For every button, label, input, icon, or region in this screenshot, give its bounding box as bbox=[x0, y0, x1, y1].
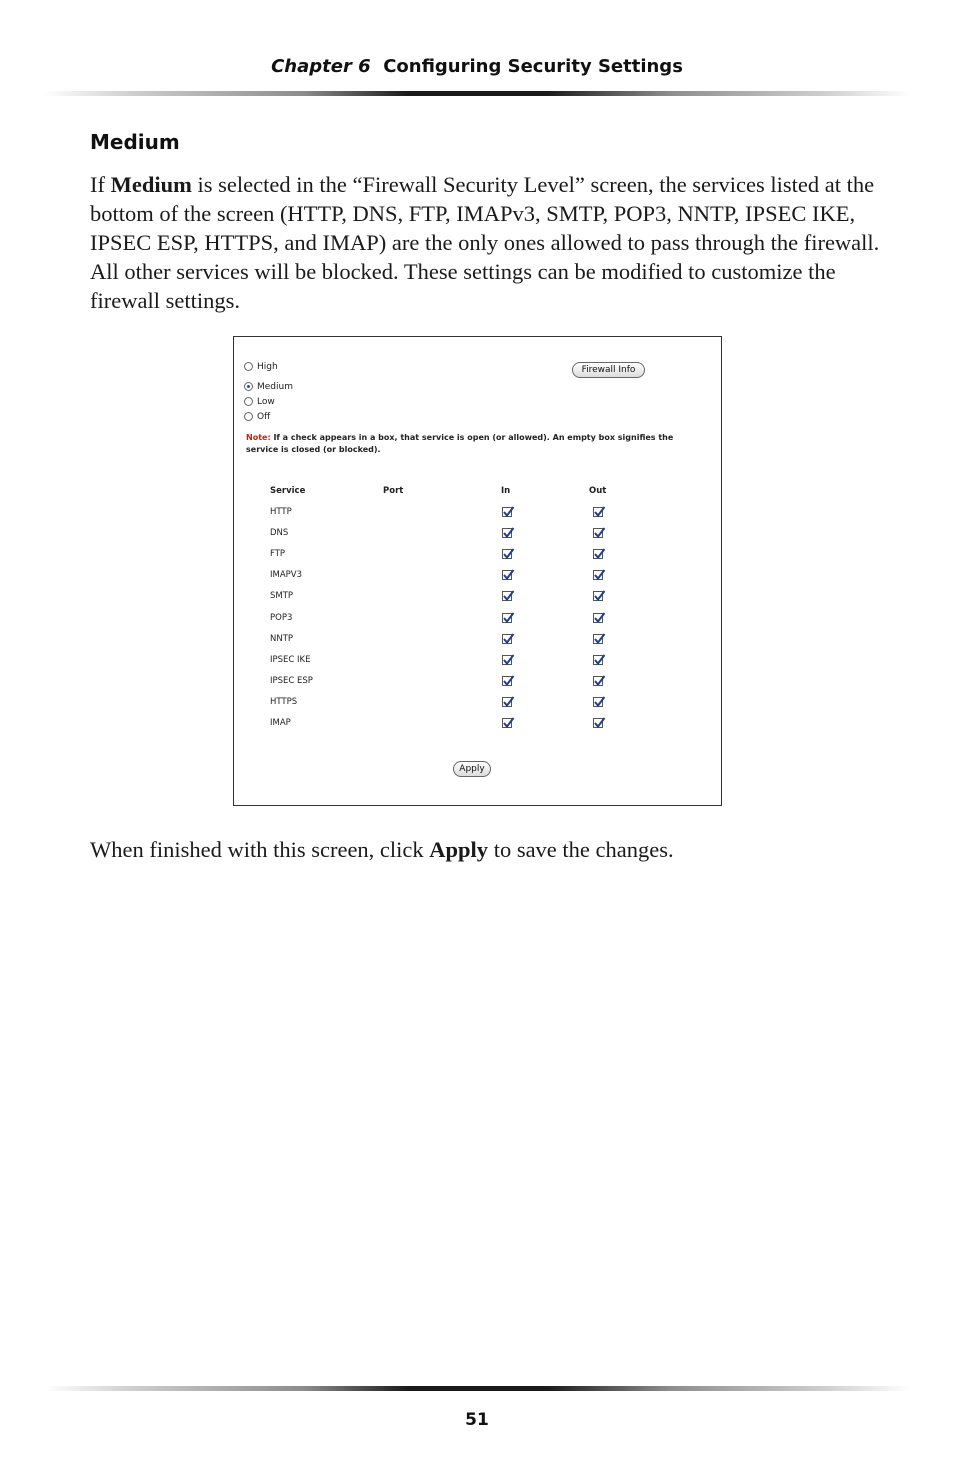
service-name: HTTPS bbox=[270, 696, 298, 707]
checkbox-out-pop3[interactable] bbox=[593, 613, 603, 623]
paragraph-medium-bold: Medium bbox=[110, 172, 192, 197]
note-label: Note: bbox=[246, 433, 271, 442]
checkbox-in-ipsec-ike[interactable] bbox=[502, 655, 512, 665]
checkbox-in-imap[interactable] bbox=[502, 718, 512, 728]
checkbox-out-http[interactable] bbox=[593, 507, 603, 517]
paragraph-rest: is selected in the “Firewall Security Level” screen, the services listed at the bottom of the screen (HTTP, DNS, FTP, IMAPv3, SMTP, POP3, NNTP, IPSEC IKE, IPSEC ESP, HTTPS, and IMAP) are the only ones allowed to pass through the firewall. All other services will be blocked. These settings can be modified to customize the firewall settings. bbox=[90, 172, 880, 313]
checkbox-out-imapv3[interactable] bbox=[593, 570, 603, 580]
checkbox-out-dns[interactable] bbox=[593, 528, 603, 538]
footer-rule bbox=[44, 1386, 911, 1391]
radio-label-low: Low bbox=[257, 397, 275, 407]
instruction-apply-bold: Apply bbox=[429, 837, 489, 862]
service-name: IPSEC IKE bbox=[270, 654, 311, 665]
paragraph-medium-description bbox=[90, 170, 880, 315]
checkbox-in-ipsec-esp[interactable] bbox=[502, 676, 512, 686]
radio-label-medium: Medium bbox=[257, 382, 293, 392]
firewall-info-button[interactable]: Firewall Info bbox=[572, 362, 645, 378]
radio-high[interactable] bbox=[244, 362, 253, 371]
checkbox-out-ipsec-ike[interactable] bbox=[593, 655, 603, 665]
checkbox-in-https[interactable] bbox=[502, 697, 512, 707]
paragraph-if: If bbox=[90, 172, 105, 197]
apply-button[interactable]: Apply bbox=[453, 761, 491, 777]
radio-label-off: Off bbox=[257, 412, 271, 422]
radio-medium[interactable] bbox=[244, 382, 253, 391]
checkbox-in-nntp[interactable] bbox=[502, 634, 512, 644]
checkbox-out-imap[interactable] bbox=[593, 718, 603, 728]
service-name: NNTP bbox=[270, 633, 294, 644]
radio-low[interactable] bbox=[244, 397, 253, 406]
note-body: If a check appears in a box, that service is open (or allowed). An empty box signifies the service is closed (or blocked). bbox=[246, 433, 674, 454]
service-name: SMTP bbox=[270, 591, 294, 602]
column-header-port: Port bbox=[383, 486, 404, 496]
service-name: IMAP bbox=[270, 718, 291, 728]
checkbox-in-ftp[interactable] bbox=[502, 549, 512, 559]
service-name: FTP bbox=[270, 549, 286, 560]
checkbox-out-ipsec-esp[interactable] bbox=[593, 676, 603, 686]
column-header-service: Service bbox=[270, 486, 306, 496]
service-name: DNS bbox=[270, 528, 289, 539]
header-rule bbox=[44, 91, 911, 96]
checkbox-out-https[interactable] bbox=[593, 697, 603, 707]
chapter-label: Chapter 6 bbox=[271, 56, 371, 77]
instruction-after: to save the changes. bbox=[493, 837, 674, 862]
running-header bbox=[0, 58, 954, 76]
note-text bbox=[246, 432, 706, 456]
checkbox-in-http[interactable] bbox=[502, 507, 512, 517]
firewall-screenshot bbox=[233, 336, 722, 806]
radio-off[interactable] bbox=[244, 412, 253, 421]
radio-label-high: High bbox=[257, 362, 278, 372]
paragraph-apply-instruction bbox=[90, 835, 880, 864]
checkbox-in-smtp[interactable] bbox=[502, 591, 512, 601]
section-heading: Medium bbox=[90, 130, 180, 154]
instruction-before: When finished with this screen, click bbox=[90, 837, 424, 862]
service-name: POP3 bbox=[270, 612, 293, 623]
column-header-out: Out bbox=[589, 486, 607, 496]
service-name: IPSEC ESP bbox=[270, 675, 313, 686]
checkbox-in-dns[interactable] bbox=[502, 528, 512, 538]
checkbox-in-imapv3[interactable] bbox=[502, 570, 512, 580]
chapter-title: Configuring Security Settings bbox=[383, 56, 683, 77]
column-header-in: In bbox=[501, 486, 511, 496]
checkbox-out-ftp[interactable] bbox=[593, 549, 603, 559]
checkbox-out-smtp[interactable] bbox=[593, 591, 603, 601]
checkbox-in-pop3[interactable] bbox=[502, 613, 512, 623]
service-name: IMAPV3 bbox=[270, 570, 303, 581]
service-name: HTTP bbox=[270, 507, 292, 517]
checkbox-out-nntp[interactable] bbox=[593, 634, 603, 644]
page-number: 51 bbox=[465, 1410, 489, 1430]
